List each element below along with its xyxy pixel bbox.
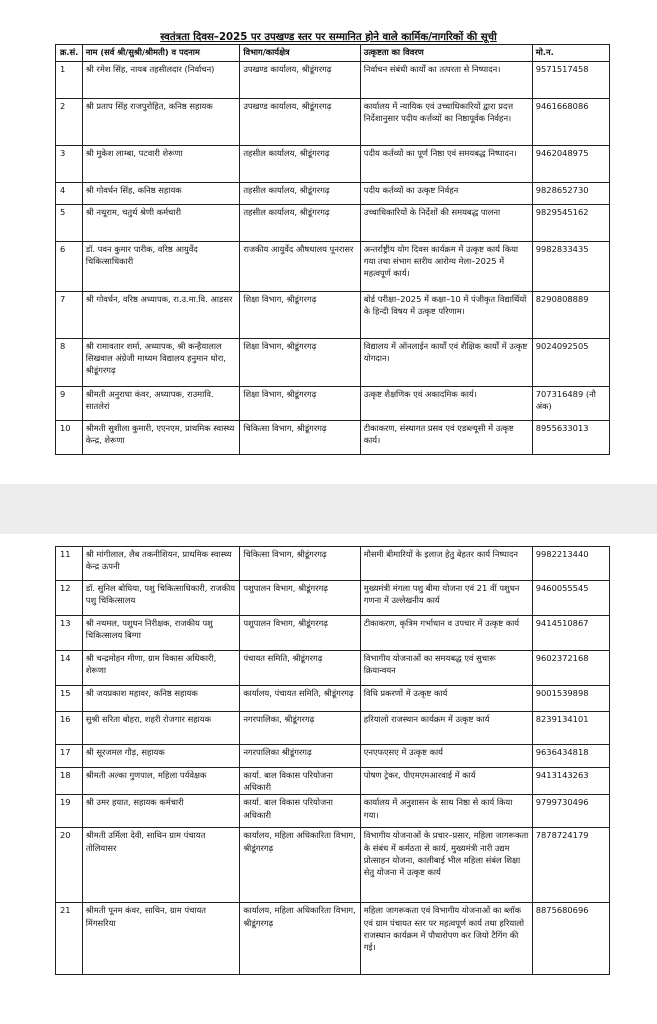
excellence-details-cell: मौसमी बीमारियों के इलाज हेतु बेहतर कार्य निष्पादन <box>360 547 532 581</box>
department-cell: कार्यालय, महिला अधिकारिता विभाग, श्रीडूंगरगढ़ <box>240 828 360 903</box>
mobile-number-cell: 9413143263 <box>532 768 609 795</box>
department-cell: राजकीय आयुर्वेद औषधालय पूनरासर <box>240 242 360 292</box>
mobile-number-cell: 8239134101 <box>532 712 609 745</box>
mobile-number-cell: 707316489 (नौ अंक) <box>532 387 609 421</box>
excellence-details-cell: पदीय कर्तव्यों का पूर्ण निष्ठा एवं समयबद्ध निष्पादन। <box>360 146 532 183</box>
table-row <box>56 768 610 795</box>
table-row <box>56 686 610 712</box>
name-designation-cell: श्रीमती अनुराधा कंवर, अध्यापक, राउमावि. सातलेरां <box>82 387 240 421</box>
mobile-number-cell: 9460055545 <box>532 581 609 616</box>
document-page-2 <box>0 534 657 1024</box>
table-row <box>56 62 610 99</box>
name-designation-cell: श्री नथूराम, चतुर्थ श्रेणी कर्मचारी <box>82 205 240 242</box>
table-row <box>56 651 610 686</box>
name-designation-cell: श्रीमती उर्मिला देवी, साथिन ग्राम पंचायत तोलियासर <box>82 828 240 903</box>
header-name-designation: नाम (सर्व श्री/सुश्री/श्रीमती) व पदनाम <box>82 45 240 62</box>
table-row <box>56 242 610 292</box>
name-designation-cell: श्रीमती सुशीला कुमारी, एएनएम, प्राथमिक स्वास्थ्य केन्द्र, शेरूणा <box>82 421 240 455</box>
mobile-number-cell: 9982833435 <box>532 242 609 292</box>
awardees-table-part-2 <box>55 546 610 975</box>
table-row <box>56 339 610 387</box>
mobile-number-cell: 8875680696 <box>532 903 609 975</box>
table-row <box>56 421 610 455</box>
serial-number-cell: 5 <box>56 205 83 242</box>
table-row <box>56 547 610 581</box>
table-row <box>56 616 610 651</box>
serial-number-cell: 18 <box>56 768 83 795</box>
excellence-details-cell: पोषण ट्रेकर, पीएमएमआरवाई में कार्य <box>360 768 532 795</box>
department-cell: नगरपालिका श्रीडूंगरगढ़ <box>240 745 360 768</box>
table-row <box>56 387 610 421</box>
table-row <box>56 183 610 205</box>
mobile-number-cell: 9001539898 <box>532 686 609 712</box>
mobile-number-cell: 9414510867 <box>532 616 609 651</box>
name-designation-cell: श्रीमती पूनम कंवर, साथिन, ग्राम पंचायत मिंगसरिया <box>82 903 240 975</box>
department-cell: तहसील कार्यालय, श्रीडूंगरगढ़ <box>240 205 360 242</box>
serial-number-cell: 12 <box>56 581 83 616</box>
serial-number-cell: 1 <box>56 62 83 99</box>
serial-number-cell: 13 <box>56 616 83 651</box>
name-designation-cell: डॉ. पवन कुमार पारीक, वरिष्ठ आयुर्वेद चिकित्साधिकारी <box>82 242 240 292</box>
department-cell: शिक्षा विभाग, श्रीडूंगरगढ़ <box>240 292 360 339</box>
header-department: विभाग/कार्यक्षेत्र <box>240 45 360 62</box>
serial-number-cell: 6 <box>56 242 83 292</box>
department-cell: उपखण्ड कार्यालय, श्रीडूंगरगढ़ <box>240 99 360 146</box>
table-row <box>56 99 610 146</box>
name-designation-cell: श्री मुकेश लाम्बा, पटवारी शेरूणा <box>82 146 240 183</box>
name-designation-cell: श्री जयप्रकाश महावर, कनिष्ठ सहायक <box>82 686 240 712</box>
document-title: स्वतंत्रता दिवस–2025 पर उपखण्ड स्तर पर सम्मानित होने वाले कार्मिक/नागरिकों की सूची <box>160 32 497 43</box>
mobile-number-cell: 8290808889 <box>532 292 609 339</box>
name-designation-cell: श्री रामावतार शर्मा, अध्यापक, श्री कन्हैयालाल सिखवाल अंग्रेजी माध्यम विद्यालय हनुमान धोरा, श्रीडूंगरगढ़ <box>82 339 240 387</box>
department-cell: चिकित्सा विभाग, श्रीडूंगरगढ़ <box>240 421 360 455</box>
table-row <box>56 745 610 768</box>
serial-number-cell: 16 <box>56 712 83 745</box>
serial-number-cell: 10 <box>56 421 83 455</box>
department-cell: नगरपालिका, श्रीडूंगरगढ़ <box>240 712 360 745</box>
department-cell: तहसील कार्यालय, श्रीडूंगरगढ़ <box>240 183 360 205</box>
name-designation-cell: सुश्री सरिता बोहरा, शहरी रोजगार सहायक <box>82 712 240 745</box>
serial-number-cell: 4 <box>56 183 83 205</box>
name-designation-cell: श्री सूरजमल गौड़, सहायक <box>82 745 240 768</box>
excellence-details-cell: उच्चाधिकारियों के निर्देशों की समयबद्ध पालना <box>360 205 532 242</box>
department-cell: पशुपालन विभाग, श्रीडूंगरगढ़ <box>240 616 360 651</box>
name-designation-cell: श्रीमती अल्का गुणपाल, महिला पर्यवेक्षक <box>82 768 240 795</box>
serial-number-cell: 7 <box>56 292 83 339</box>
mobile-number-cell: 9461668086 <box>532 99 609 146</box>
serial-number-cell: 11 <box>56 547 83 581</box>
mobile-number-cell: 9799730496 <box>532 795 609 828</box>
mobile-number-cell: 9024092505 <box>532 339 609 387</box>
excellence-details-cell: कार्यालय में न्यायिक एवं उच्चाधिकारियों द्वारा प्रदत्त निर्देशानुसार पदीय कर्त्तव्यों का निष्ठापूर्वक निर्वहन। <box>360 99 532 146</box>
excellence-details-cell: निर्वाचन संबंधी कार्यों का तत्परता से निष्पादन। <box>360 62 532 99</box>
page-separator <box>0 484 657 534</box>
table-row <box>56 712 610 745</box>
mobile-number-cell: 8955633013 <box>532 421 609 455</box>
table-row <box>56 903 610 975</box>
excellence-details-cell: महिला जागरूकता एवं विभागीय योजनाओं का ब्लॉक एवं ग्राम पंचायत स्तर पर महत्वपूर्ण कार्य तथा हरियालो राजस्थान कार्यक्रम में पौधारोपण कर जियो टैगिंग की गई। <box>360 903 532 975</box>
awardees-table-part-1 <box>55 44 610 455</box>
department-cell: पंचायत समिति, श्रीडूंगरगढ़ <box>240 651 360 686</box>
name-designation-cell: श्री गोवर्धन सिंह, कनिष्ठ सहायक <box>82 183 240 205</box>
table-row <box>56 292 610 339</box>
table-row <box>56 581 610 616</box>
excellence-details-cell: एनएफएसए में उत्कृष्ट कार्य <box>360 745 532 768</box>
department-cell: कार्या. बाल विकास परियोजना अधिकारी <box>240 795 360 828</box>
table-row <box>56 205 610 242</box>
mobile-number-cell: 9571517458 <box>532 62 609 99</box>
serial-number-cell: 21 <box>56 903 83 975</box>
excellence-details-cell: पदीय कर्तव्यों का उत्कृष्ट निर्वहन <box>360 183 532 205</box>
name-designation-cell: श्री रमेश सिंह, नायब तहसीलदार (निर्वाचन) <box>82 62 240 99</box>
department-cell: उपखण्ड कार्यालय, श्रीडूंगरगढ़ <box>240 62 360 99</box>
serial-number-cell: 14 <box>56 651 83 686</box>
name-designation-cell: श्री प्रताप सिंह राजपुरोहित, कनिष्ठ सहायक <box>82 99 240 146</box>
serial-number-cell: 20 <box>56 828 83 903</box>
header-mobile-number: मो.न. <box>532 45 609 62</box>
excellence-details-cell: अन्तर्राष्ट्रीय योग दिवस कार्यक्रम में उत्कृष्ट कार्य किया गया तथा संभाग स्तरीय आरोग्य मेला–2025 में महत्वपूर्ण कार्य। <box>360 242 532 292</box>
department-cell: कार्यालय, पंचायत समिति, श्रीडूंगरगढ़ <box>240 686 360 712</box>
department-cell: तहसील कार्यालय, श्रीडूंगरगढ़ <box>240 146 360 183</box>
name-designation-cell: श्री नथमल, पशुधन निरीक्षक, राजकीय पशु चिकित्सालय बिग्गा <box>82 616 240 651</box>
name-designation-cell: श्री चन्द्रमोहन मीणा, ग्राम विकास अधिकारी, शेरूणा <box>82 651 240 686</box>
excellence-details-cell: बोर्ड परीक्षा–2025 में कक्षा–10 में पंजीकृत विद्यार्थियों के हिन्दी विषय में उत्कृष्ट परिणाम। <box>360 292 532 339</box>
serial-number-cell: 9 <box>56 387 83 421</box>
header-excellence-details: उत्कृष्टता का विवरण <box>360 45 532 62</box>
mobile-number-cell: 7878724179 <box>532 828 609 903</box>
serial-number-cell: 2 <box>56 99 83 146</box>
document-page-1 <box>0 0 657 484</box>
name-designation-cell: डॉ. सुनिल बोघिया, पशु चिकित्साधिकारी, राजकीय पशु चिकित्सालय <box>82 581 240 616</box>
excellence-details-cell: उत्कृष्ट शैक्षणिक एवं अकादमिक कार्य। <box>360 387 532 421</box>
table-row <box>56 795 610 828</box>
table-row <box>56 828 610 903</box>
excellence-details-cell: टीकाकरण, कृत्रिम गर्भाधान व उपचार में उत्कृष्ट कार्य <box>360 616 532 651</box>
table-header-row <box>56 45 610 62</box>
serial-number-cell: 17 <box>56 745 83 768</box>
excellence-details-cell: टीकाकरण, संस्थागत प्रसव एवं एडब्ल्यूसी में उत्कृष्ट कार्य। <box>360 421 532 455</box>
excellence-details-cell: विधि प्रकरणों में उत्कृष्ट कार्य <box>360 686 532 712</box>
excellence-details-cell: कार्यालय में अनुशासन के साथ निष्ठा से कार्य किया गया। <box>360 795 532 828</box>
name-designation-cell: श्री उमर हयात, सहायक कर्मचारी <box>82 795 240 828</box>
excellence-details-cell: हरियालो राजस्थान कार्यक्रम में उत्कृष्ट कार्य <box>360 712 532 745</box>
serial-number-cell: 3 <box>56 146 83 183</box>
department-cell: पशुपालन विभाग, श्रीडूंगरगढ़ <box>240 581 360 616</box>
department-cell: शिक्षा विभाग, श्रीडूंगरगढ़ <box>240 387 360 421</box>
excellence-details-cell: विद्यालय में ऑनलाईन कार्यों एवं शैक्षिक कार्यों में उत्कृष्ट योगदान। <box>360 339 532 387</box>
serial-number-cell: 8 <box>56 339 83 387</box>
department-cell: कार्या. बाल विकास परियोजना अधिकारी <box>240 768 360 795</box>
department-cell: चिकित्सा विभाग, श्रीडूंगरगढ़ <box>240 547 360 581</box>
excellence-details-cell: मुख्यमंत्री मंगला पशु बीमा योजना एवं 21 वीं पशुधन गणना में उल्लेखनीय कार्य <box>360 581 532 616</box>
table-row <box>56 146 610 183</box>
mobile-number-cell: 9982213440 <box>532 547 609 581</box>
mobile-number-cell: 9636434818 <box>532 745 609 768</box>
header-serial-number: क्र.सं. <box>56 45 83 62</box>
serial-number-cell: 19 <box>56 795 83 828</box>
department-cell: शिक्षा विभाग, श्रीडूंगरगढ़ <box>240 339 360 387</box>
department-cell: कार्यालय, महिला अधिकारिता विभाग, श्रीडूंगरगढ़ <box>240 903 360 975</box>
excellence-details-cell: विभागीय योजनाओं का समयबद्ध एवं सुचारू क्रियान्वयन <box>360 651 532 686</box>
name-designation-cell: श्री मांगीलाल, लैब तकनीशियन, प्राथमिक स्वास्थ्य केन्द्र ऊपनी <box>82 547 240 581</box>
mobile-number-cell: 9462048975 <box>532 146 609 183</box>
serial-number-cell: 15 <box>56 686 83 712</box>
mobile-number-cell: 9829545162 <box>532 205 609 242</box>
excellence-details-cell: विभागीय योजनाओं के प्रचार–प्रसार, महिला जागरूकता के संबंध में कर्मठता से कार्य, मुख्यमंत्री नारी उद्यम प्रोत्साहन योजना, कालीबाई भील महिला संबंल शिक्षा सेतु योजना में उत्कृष्ट कार्य <box>360 828 532 903</box>
mobile-number-cell: 9828652730 <box>532 183 609 205</box>
name-designation-cell: श्री गोवर्धन, वरिष्ठ अध्यापक, रा.उ.मा.वि. आडसर <box>82 292 240 339</box>
mobile-number-cell: 9602372168 <box>532 651 609 686</box>
